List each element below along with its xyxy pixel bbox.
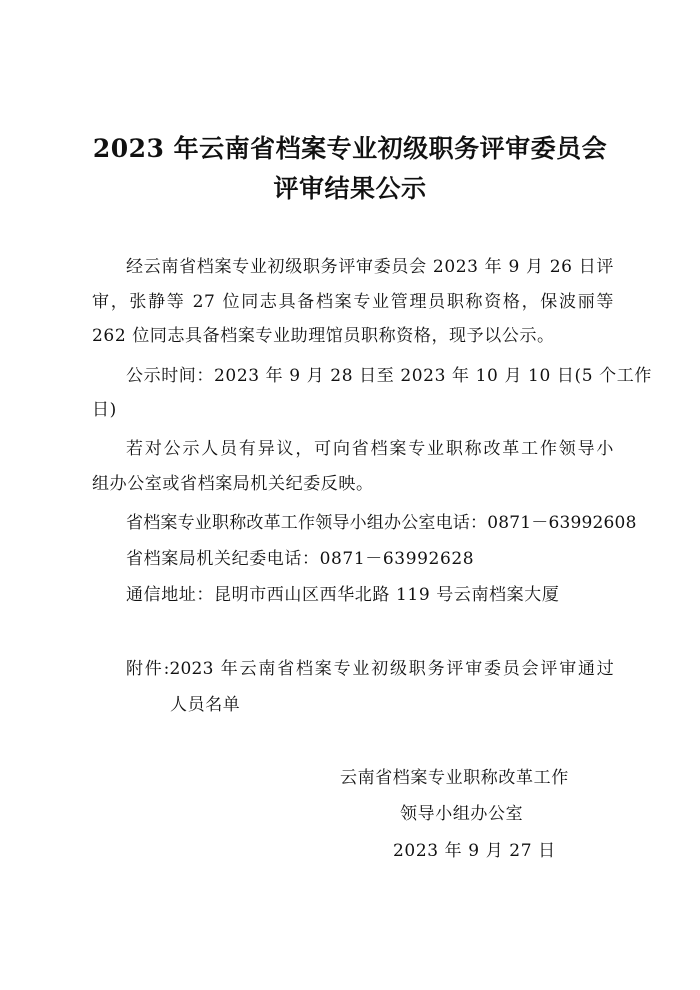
mailing-address: 通信地址：昆明市西山区西华北路 119 号云南档案大厦: [126, 585, 560, 605]
discipline-committee-phone: 省档案局机关纪委电话：0871－63992628: [126, 549, 475, 569]
publicity-period-line-1: 公示时间：2023 年 9 月 28 日至 2023 年 10 月 10 日(5 个工作: [126, 366, 652, 386]
attachment-line-1: 附件:2023 年云南省档案专业初级职务评审委员会评审通过: [126, 659, 614, 679]
issuing-organization-line-2: 领导小组办公室: [400, 804, 524, 824]
objection-notice-line-1: 若对公示人员有异议，可向省档案专业职称改革工作领导小: [126, 439, 614, 459]
objection-notice-line-2: 组办公室或省档案局机关纪委反映。: [92, 474, 374, 494]
document-title-line-2: 评审结果公示: [273, 174, 427, 203]
office-phone: 省档案专业职称改革工作领导小组办公室电话：0871－63992608: [126, 513, 637, 533]
publicity-period-line-2: 日): [92, 400, 117, 420]
issuing-organization-line-1: 云南省档案专业职称改革工作: [340, 768, 569, 788]
document-title-line-1: 2023 年云南省档案专业初级职务评审委员会: [92, 134, 608, 163]
issue-date: 2023 年 9 月 27 日: [393, 841, 556, 861]
paragraph-1-line-2: 审，张静等 27 位同志具备档案专业管理员职称资格，保波丽等: [92, 292, 614, 312]
paragraph-1-line-1: 经云南省档案专业初级职务评审委员会 2023 年 9 月 26 日评: [126, 257, 614, 277]
attachment-line-2: 人员名单: [170, 695, 241, 715]
paragraph-1-line-3: 262 位同志具备档案专业助理馆员职称资格，现予以公示。: [92, 326, 555, 346]
